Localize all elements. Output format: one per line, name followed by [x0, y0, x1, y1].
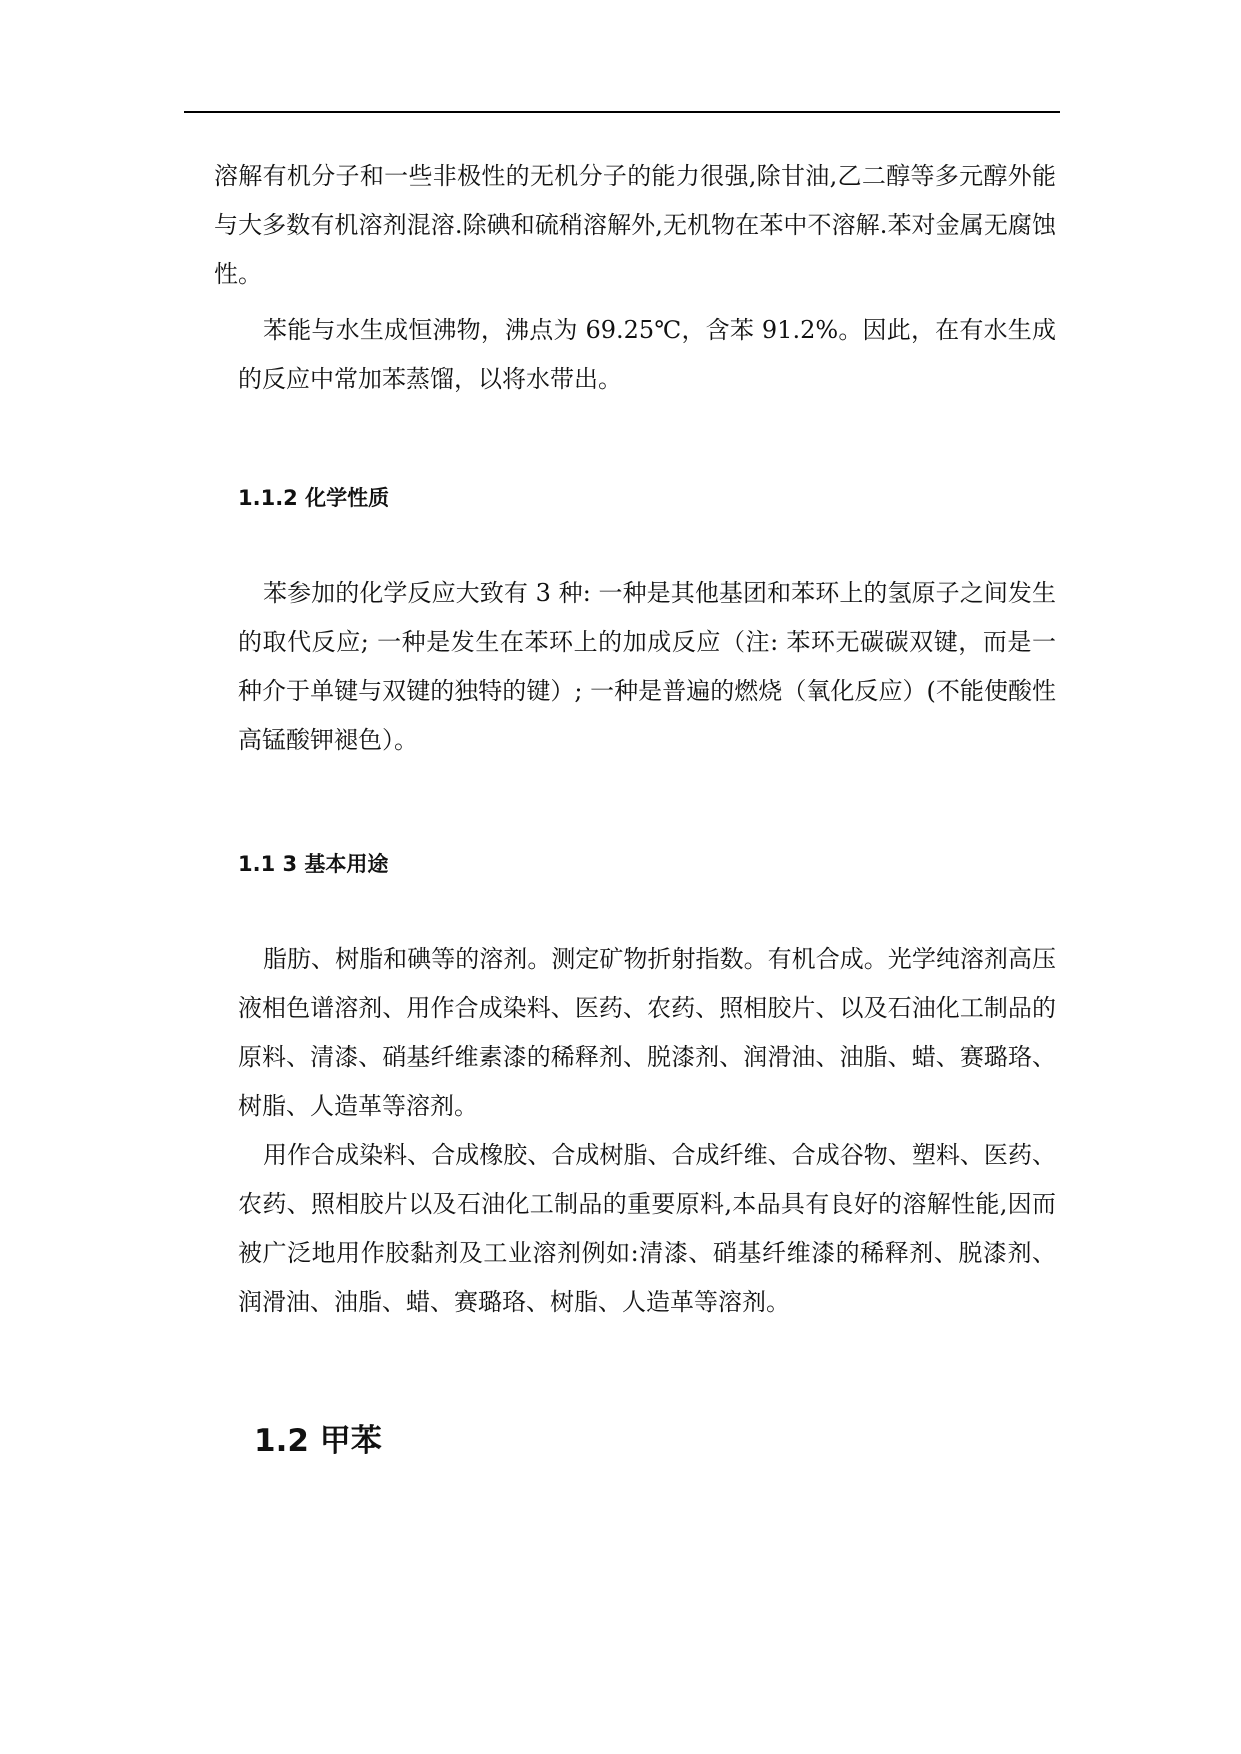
paragraph-uses-2: 用作合成染料、合成橡胶、合成树脂、合成纤维、合成谷物、塑料、医药、农药、照相胶片以及石油化工制品的重要原料,本品具有良好的溶解性能,因而被广泛地用作胶黏剂及工业溶剂例如:清漆、硝基纤维漆的稀释剂、脱漆剂、润滑油、油脂、蜡、赛璐珞、树脂、人造革等溶剂。 — [238, 1141, 1056, 1316]
heading-basic-uses: 1.1 3 基本用途 — [238, 852, 389, 876]
header-rule — [184, 111, 1060, 113]
heading-chemical-properties: 1.1.2 化学性质 — [238, 486, 390, 510]
paragraph-azeotrope: 苯能与水生成恒沸物，沸点为 69.25℃，含苯 91.2%。因此，在有水生成的反应中常加苯蒸馏，以将水带出。 — [238, 316, 1056, 393]
paragraph-solubility: 溶解有机分子和一些非极性的无机分子的能力很强,除甘油,乙二醇等多元醇外能与大多数有机溶剂混溶.除碘和硫稍溶解外,无机物在苯中不溶解.苯对金属无腐蚀性。 — [214, 162, 1056, 288]
heading-toluene-section: 1.2 甲苯 — [254, 1423, 382, 1459]
paragraph-uses-1: 脂肪、树脂和碘等的溶剂。测定矿物折射指数。有机合成。光学纯溶剂高压液相色谱溶剂、用作合成染料、医药、农药、照相胶片、以及石油化工制品的原料、清漆、硝基纤维素漆的稀释剂、脱漆剂、润滑油、油脂、蜡、赛璐珞、树脂、人造革等溶剂。 — [238, 945, 1056, 1120]
paragraph-reactions: 苯参加的化学反应大致有 3 种: 一种是其他基团和苯环上的氢原子之间发生的取代反应; 一种是发生在苯环上的加成反应（注: 苯环无碳碳双键，而是一 种介于单键与双键的独特的键）; 一种是普遍的燃烧（氧化反应）(不能使酸性 高锰酸钾褪色）。 — [238, 579, 1080, 754]
